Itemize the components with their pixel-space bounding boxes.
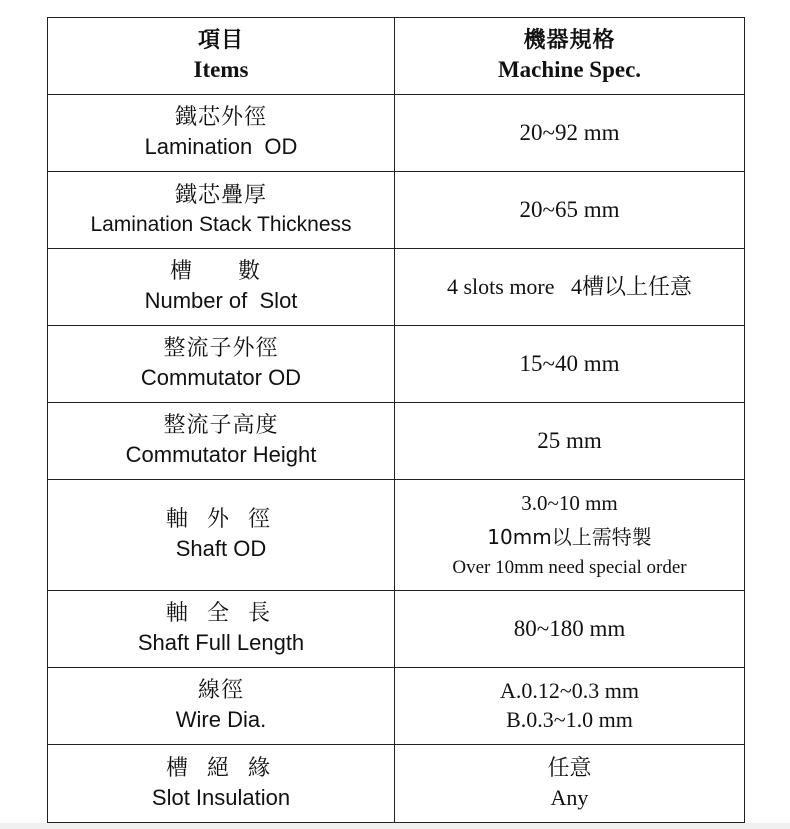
spec-value: 任意 [547, 755, 592, 781]
item-cell [48, 172, 395, 249]
spec-value: 80~180 mm [513, 616, 626, 642]
table-row [48, 326, 745, 403]
spec-cell [395, 403, 745, 480]
spec-value: B.0.3~1.0 mm [506, 707, 633, 732]
spec-header-en: Machine Spec. [497, 57, 642, 83]
item-cell [48, 249, 395, 326]
table-row [48, 668, 745, 745]
table-row [48, 172, 745, 249]
item-label-en: Wire Dia. [175, 707, 267, 732]
spec-cell [395, 480, 745, 591]
spec-cell [395, 668, 745, 745]
table-row [48, 591, 745, 668]
page-bottom-edge [0, 823, 790, 829]
table-row [48, 745, 745, 823]
item-label-en: Commutator OD [140, 365, 302, 390]
spec-value: Any [550, 784, 589, 810]
items-header-en: Items [193, 57, 249, 83]
item-label-zh: 線徑 [197, 678, 244, 704]
item-label-zh: 槽 數 [169, 259, 272, 285]
item-cell [48, 326, 395, 403]
item-label-zh: 槽 絕 緣 [166, 755, 276, 781]
table-row [48, 249, 745, 326]
spec-value: 3.0~10 mm [521, 491, 618, 515]
spec-value: 10mm以上需特製 [487, 524, 652, 549]
spec-cell [395, 326, 745, 403]
table-row [48, 403, 745, 480]
machine-spec-table [47, 17, 745, 823]
spec-value: 15~40 mm [519, 351, 620, 377]
spec-value: 20~65 mm [519, 197, 620, 223]
items-header-zh: 項目 [197, 27, 244, 53]
table-row [48, 95, 745, 172]
item-cell [48, 480, 395, 591]
item-label-en: Slot Insulation [151, 784, 291, 810]
item-cell [48, 668, 395, 745]
item-label-en: Shaft Full Length [137, 630, 305, 655]
spec-value: Over 10mm need special order [452, 556, 687, 578]
spec-cell [395, 172, 745, 249]
item-label-en: Number of Slot [144, 288, 298, 313]
spec-header-zh: 機器規格 [523, 27, 616, 53]
item-label-en: Shaft OD [175, 536, 267, 561]
spec-value: 20~92 mm [519, 120, 620, 146]
item-cell [48, 403, 395, 480]
item-cell [48, 95, 395, 172]
spec-cell [395, 95, 745, 172]
item-label-en: Commutator Height [125, 442, 317, 467]
spec-cell [395, 249, 745, 326]
spec-header-cell [395, 18, 745, 95]
item-label-zh: 鐵芯疊厚 [174, 183, 267, 209]
spec-value: 25 mm [537, 428, 602, 454]
header-row [48, 18, 745, 95]
table-row [48, 480, 745, 591]
item-cell [48, 591, 395, 668]
item-label-en: Lamination OD [144, 134, 298, 159]
item-cell [48, 745, 395, 823]
spec-value: 4 slots more 4槽以上任意 [446, 273, 693, 299]
spec-value: A.0.12~0.3 mm [499, 678, 639, 704]
item-label-zh: 整流子外徑 [163, 336, 279, 362]
item-label-zh: 軸 全 長 [166, 601, 276, 627]
item-label-zh: 鐵芯外徑 [174, 105, 267, 131]
spec-cell [395, 745, 745, 823]
item-label-zh: 整流子高度 [163, 413, 279, 439]
spec-cell [395, 591, 745, 668]
item-label-en: Lamination Stack Thickness [90, 212, 352, 236]
items-header-cell [48, 18, 395, 95]
item-label-zh: 軸 外 徑 [166, 507, 276, 533]
